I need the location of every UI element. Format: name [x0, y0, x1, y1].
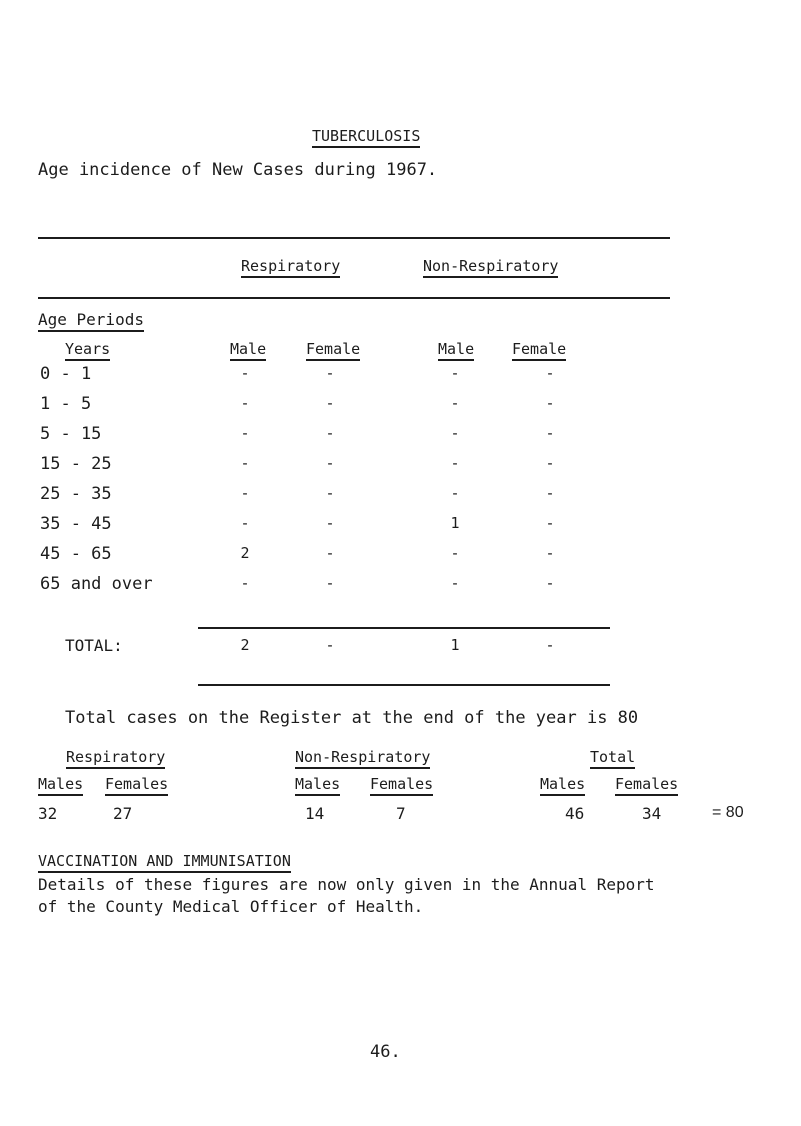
- register-subheader: Females: [370, 775, 433, 796]
- cell: -: [240, 574, 250, 592]
- row-label: 1 - 5: [40, 394, 92, 414]
- register-value: 27: [113, 804, 133, 823]
- cell: -: [240, 394, 250, 412]
- register-header-total: Total: [590, 748, 635, 769]
- years-label: Years: [65, 340, 110, 361]
- row-label: 65 and over: [40, 574, 153, 594]
- age-periods-label: Age Periods: [38, 310, 144, 332]
- cell: -: [325, 574, 335, 592]
- cell: -: [450, 544, 460, 562]
- column-header-nonresp-male: Male: [438, 340, 474, 361]
- cell: -: [240, 484, 250, 502]
- register-statement: Total cases on the Register at the end of the year is 80: [65, 708, 639, 728]
- page-title: TUBERCULOSIS: [312, 127, 420, 148]
- row-label: 15 - 25: [40, 454, 112, 474]
- cell: -: [240, 454, 250, 472]
- cell: -: [450, 394, 460, 412]
- cell: -: [450, 484, 460, 502]
- cell: -: [545, 364, 555, 382]
- total-cell: -: [545, 636, 555, 654]
- cell: 1: [450, 514, 460, 532]
- cell: -: [325, 544, 335, 562]
- total-cell: -: [325, 636, 335, 654]
- page-subtitle: Age incidence of New Cases during 1967.: [38, 160, 438, 180]
- column-header-resp-male: Male: [230, 340, 266, 361]
- cell: -: [450, 364, 460, 382]
- cell: -: [545, 544, 555, 562]
- cell: -: [240, 364, 250, 382]
- vaccination-heading: VACCINATION AND IMMUNISATION: [38, 852, 291, 873]
- register-value: 46: [565, 804, 585, 823]
- header-non-respiratory: Non-Respiratory: [423, 257, 558, 278]
- column-header-resp-female: Female: [306, 340, 360, 361]
- column-header-nonresp-female: Female: [512, 340, 566, 361]
- cell: -: [325, 514, 335, 532]
- register-value: 34: [642, 804, 662, 823]
- page-number: 46.: [370, 1042, 401, 1062]
- register-subheader: Females: [615, 775, 678, 796]
- register-subheader: Males: [295, 775, 340, 796]
- cell: -: [240, 514, 250, 532]
- total-cell: 1: [450, 636, 460, 654]
- cell: -: [325, 394, 335, 412]
- total-bottom-rule: [198, 684, 610, 686]
- register-header-non-respiratory: Non-Respiratory: [295, 748, 430, 769]
- vaccination-text-line2: of the County Medical Officer of Health.: [38, 897, 424, 916]
- cell: -: [325, 484, 335, 502]
- register-value: 14: [305, 804, 325, 823]
- cell: -: [545, 484, 555, 502]
- table-top-rule: [38, 237, 670, 239]
- header-respiratory: Respiratory: [241, 257, 340, 278]
- cell: -: [450, 454, 460, 472]
- register-subheader: Males: [38, 775, 83, 796]
- cell: 2: [240, 544, 250, 562]
- cell: -: [450, 424, 460, 442]
- cell: -: [545, 514, 555, 532]
- cell: -: [325, 424, 335, 442]
- row-label: 35 - 45: [40, 514, 112, 534]
- total-cell: 2: [240, 636, 250, 654]
- row-label: 25 - 35: [40, 484, 112, 504]
- cell: -: [325, 454, 335, 472]
- cell: -: [545, 454, 555, 472]
- row-label: 45 - 65: [40, 544, 112, 564]
- row-label: 5 - 15: [40, 424, 102, 444]
- register-value: 7: [396, 804, 406, 823]
- register-grand-total: = 80: [712, 804, 744, 821]
- cell: -: [545, 394, 555, 412]
- table-header-rule: [38, 297, 670, 299]
- vaccination-text-line1: Details of these figures are now only given in the Annual Report: [38, 875, 655, 894]
- register-subheader: Males: [540, 775, 585, 796]
- cell: -: [240, 424, 250, 442]
- register-subheader: Females: [105, 775, 168, 796]
- cell: -: [545, 574, 555, 592]
- register-value: 32: [38, 804, 58, 823]
- cell: -: [325, 364, 335, 382]
- cell: -: [545, 424, 555, 442]
- total-top-rule: [198, 627, 610, 629]
- register-header-respiratory: Respiratory: [66, 748, 165, 769]
- row-label: 0 - 1: [40, 364, 92, 384]
- total-label: TOTAL:: [65, 636, 123, 655]
- cell: -: [450, 574, 460, 592]
